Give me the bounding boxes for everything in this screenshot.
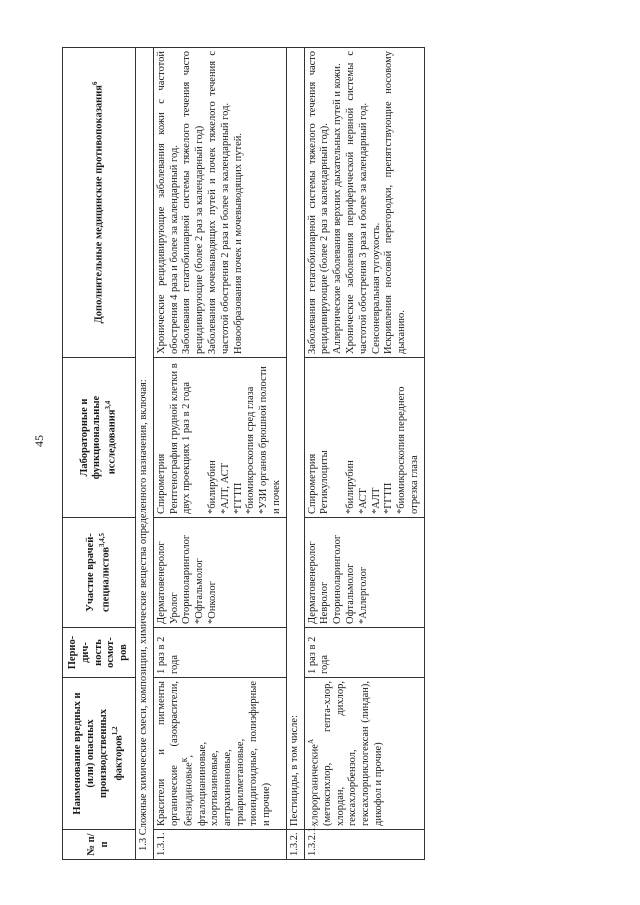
factor-name-sup: К (181, 757, 190, 763)
header-name (63, 678, 136, 830)
header-contra (63, 48, 136, 358)
section-title-1-3-2: Пестициды, в том числе: (286, 48, 304, 830)
cell-lab (153, 358, 286, 518)
factor-name-rest: , фталоцианиновые, хлортиазиновые, антрахиноновые, триарилметановые, тиоиндигоидные, полиэфирные и прочие) (183, 681, 272, 826)
cell-factor-name (153, 678, 286, 830)
cell-period: 1 раз в 2 года (153, 628, 286, 678)
contra-item: Заболевания гепатобилиарной системы тяжелого течения часто рецидивирующие (более 2 раз за календарный год) (181, 51, 206, 354)
contra-item: Новообразования почек и мочевыводящих путей. (232, 132, 244, 354)
doctor-item: *Аллерголог (357, 566, 369, 624)
factor-name-rest: (метоксихлор, гепта-хлор, хлордан, дихлор, гексахлорбензол, гексахлорциклогексан (линдан), дикофол и прочие) (321, 681, 385, 826)
lab-item: *ГГТП (383, 482, 395, 514)
doctor-item: Дерматовенеролог (306, 541, 318, 624)
contra-item: Заболевания мочевыводящих путей и почек тяжелого течения с частотой обострения 2 раза и более за календарный год. (206, 51, 231, 354)
header-period: Перио-дич-ность осмот-ров (63, 628, 136, 678)
header-lab-sup: 3,4 (104, 400, 113, 410)
table-row-1-3-2-1 (304, 48, 424, 860)
cell-num: 1.3.2. (286, 830, 304, 860)
table-header-row (63, 48, 136, 860)
factor-name-text: Красители и пигменты органические (азокрасители, бензидиновые (155, 681, 195, 826)
contra-item: Искривления носовой перегородки, препятствующие носовому дыханию. (383, 51, 408, 354)
lab-item: *АЛТ, АСТ (219, 462, 231, 514)
lab-item: *билирубин (206, 460, 218, 514)
contra-item: Заболевания гепатобилиарной системы тяжелого течения часто рецидивирующие (более 2 раз за календарный год). (306, 51, 331, 354)
header-name-sup: 1,2 (110, 726, 119, 736)
lab-item: *УЗИ органов брюшной полости и почек (258, 366, 282, 514)
lab-item: Спирометрия (306, 453, 318, 514)
contra-item: Хронические заболевания периферической нервной системы с частотой обострения 3 раза и более за календарный год. (344, 51, 369, 354)
contra-item: Сенсоневральная тугоухость. (370, 222, 382, 354)
header-doctors (63, 518, 136, 628)
lab-item: *билирубин (344, 460, 356, 514)
lab-item: *АСТ (357, 488, 369, 514)
cell-contraindications (304, 48, 424, 358)
cell-doctors (304, 518, 424, 628)
contra-item: Хронические рецидивирующие заболевания кожи с частотой обострения 4 раза и более за календарный год. (155, 51, 180, 354)
doctor-item: Оториноларинголог (181, 534, 193, 624)
lab-item: *биомикроскопия переднего отрезка глаза (396, 386, 420, 514)
page-number: 45 (32, 435, 46, 447)
doctor-item: Невролог (319, 581, 331, 624)
cell-num: 1.3.2.1. (304, 830, 424, 860)
cell-period: 1 раз в 2 года (304, 628, 424, 678)
section-title-1-3: 1.3 Сложные химические смеси, композиции, химические вещества определенного назначения, включая: (135, 48, 153, 860)
table-row-1-3-1 (153, 48, 286, 860)
lab-item: Рентгенография грудной клетки в двух проекциях 1 раз в 2 года (168, 363, 193, 514)
lab-item: Ретикулоциты (319, 450, 331, 514)
header-contra-sup: 6 (91, 81, 100, 86)
header-num: № п/п (63, 830, 136, 860)
lab-item: *ГГТП (232, 482, 244, 514)
cell-doctors (153, 518, 286, 628)
hazard-table (62, 47, 425, 860)
cell-lab (304, 358, 424, 518)
doctor-item: Дерматовенеролог (155, 541, 167, 624)
doctor-item: Оториноларинголог (332, 534, 344, 624)
header-doctors-text: Участие врачей-специалистов (84, 533, 112, 613)
cell-factor-name (304, 678, 424, 830)
cell-num: 1.3.1. (153, 830, 286, 860)
section-row-1-3-2 (286, 48, 304, 860)
header-contra-text: Дополнительные медицинские противопоказания (93, 85, 105, 324)
lab-item: *биомикроскопия сред глаза (245, 386, 257, 514)
header-name-text: Наименование вредных и (или) опасных производственных факторов (72, 692, 125, 815)
lab-item: Спирометрия (155, 453, 167, 514)
lab-item: *АЛТ (370, 487, 382, 514)
doctor-item: Уролог (168, 592, 180, 624)
doctor-item: *Онколог (206, 581, 218, 624)
factor-name-head: хлорорганические (309, 744, 321, 826)
rotated-table-container (62, 48, 610, 860)
doctor-item: Офтальмолог (344, 563, 356, 624)
doctor-item: *Офтальмолог (194, 558, 206, 624)
cell-contraindications (153, 48, 286, 358)
lab-spacer (194, 361, 207, 514)
contra-item: Аллергические заболевания верхних дыхательных путей и кожи. (332, 63, 344, 354)
section-row-1-3 (135, 48, 153, 860)
header-doctors-sup: 3,4,5 (97, 532, 106, 547)
header-lab-text: Лабораторные и функциональные исследования (78, 395, 118, 480)
factor-name-sup: А (306, 738, 315, 745)
header-lab (63, 358, 136, 518)
lab-spacer (332, 361, 345, 514)
